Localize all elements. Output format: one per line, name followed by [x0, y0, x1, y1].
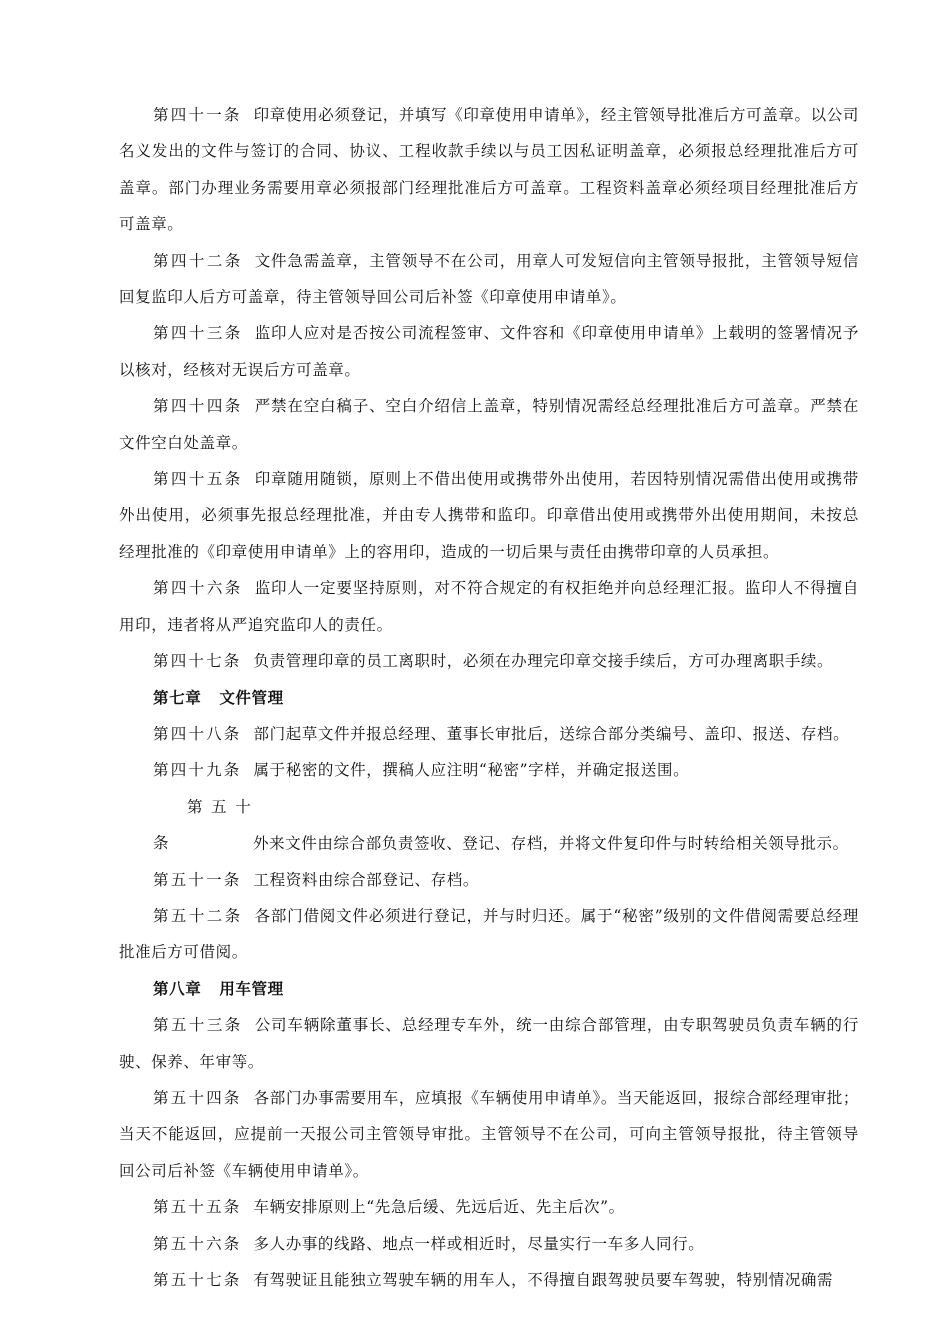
article-text: 各部门借阅文件必须进行登记，并与时归还。属于“秘密”级别的文件借阅需要总经理批准后方可借阅。	[119, 906, 859, 962]
article-number: 第四十五条	[153, 470, 243, 489]
chapter-number: 第八章	[153, 978, 202, 998]
article-paragraph	[119, 716, 859, 752]
document-body	[119, 97, 859, 1298]
chapter-heading	[119, 680, 859, 716]
article-number: 第四十四条	[153, 397, 243, 416]
article-text: 多人办事的线路、地点一样或相近时，尽量实行一车多人同行。	[253, 1234, 705, 1253]
article-paragraph	[119, 1080, 859, 1189]
chapter-title: 文件管理	[219, 687, 284, 707]
article-paragraph	[119, 1189, 859, 1225]
article-number: 第四十六条	[153, 579, 243, 598]
article-number: 第四十三条	[153, 324, 243, 343]
article-text: 各部门办事需要用车，应填报《车辆使用申请单》。当天能返回，报综合部经理审批；当天不能返回，应提前一天报公司主管领导审批。主管领导不在公司，可向主管领导报批，待主管领导回公司后补签《车辆使用申请单》。	[119, 1088, 859, 1180]
article-text: 有驾驶证且能独立驾驶车辆的用车人，不得擅自跟驾驶员要车驾驶，特别情况确需	[253, 1271, 834, 1289]
article-paragraph	[119, 1262, 859, 1298]
article-paragraph	[119, 862, 859, 898]
article-number: 第四十八条	[153, 724, 242, 743]
chapter-heading	[119, 971, 859, 1007]
article-number: 第四十七条	[153, 652, 242, 671]
article-paragraph	[119, 315, 859, 388]
article-paragraph	[119, 461, 859, 570]
article-paragraph	[119, 643, 859, 679]
article-text: 印章使用必须登记，并填写《印章使用申请单》，经主管领导批准后方可盖章。以公司名义发出的文件与签订的合同、协议、工程收款手续以与员工因私证明盖章，必须报总经理批准后方可盖章。部门办理业务需要用章必须报部门经理批准后方可盖章。工程资料盖章必须经项目经理批准后方可盖章。	[119, 106, 859, 234]
article-text: 印章随用随锁，原则上不借出使用或携带外出使用，若因特别情况需借出使用或携带外出使用，必须事先报总经理批准，并由专人携带和监印。印章借出使用或携带外出使用期间，未按总经理批准的《印章使用申请单》上的容用印，造成的一切后果与责任由携带印章的人员承担。	[119, 470, 859, 561]
article-text: 车辆安排原则上“先急后缓、先远后近、先主后次”。	[253, 1198, 625, 1217]
article-text: 工程资料由综合部登记、存档。	[253, 870, 479, 889]
article-number: 第四十九条	[153, 761, 242, 780]
article-number: 第五十六条	[153, 1234, 242, 1253]
article-text: 严禁在空白稿子、空白介绍信上盖章，特别情况需经总经理批准后方可盖章。严禁在文件空白处盖章。	[119, 397, 859, 452]
article-text: 负责管理印章的员工离职时，必须在办理完印章交接手续后，方可办理离职手续。	[253, 652, 834, 671]
article-text: 外来文件由综合部负责签收、登记、存档，并将文件复印件与时转给相关领导批示。	[253, 834, 849, 853]
article-paragraph	[119, 570, 859, 643]
article-text: 监印人一定要坚持原则，对不符合规定的有权拒绝并向总经理汇报。监印人不得擅自用印，违者将从严追究监印人的责任。	[119, 579, 859, 634]
article-paragraph	[119, 898, 859, 971]
chapter-number: 第七章	[153, 687, 202, 707]
article-number: 第五十二条	[153, 906, 243, 925]
article-paragraph	[119, 1226, 859, 1262]
article-number: 第五十四条	[153, 1088, 242, 1107]
article-number: 第四十二条	[153, 251, 243, 270]
article-text: 属于秘密的文件，撰稿人应注明“秘密”字样，并确定报送围。	[253, 761, 690, 780]
article-text: 公司车辆除董事长、总经理专车外，统一由综合部管理，由专职驾驶员负责车辆的行驶、保养、年审等。	[119, 1016, 859, 1071]
article-paragraph	[119, 752, 859, 788]
article-text: 文件急需盖章，主管领导不在公司，用章人可发短信向主管领导报批，主管领导短信回复监印人后方可盖章，待主管领导回公司后补签《印章使用申请单》。	[119, 251, 859, 307]
article-paragraph	[119, 388, 859, 461]
article-paragraph	[119, 789, 859, 862]
chapter-title: 用车管理	[219, 978, 284, 998]
article-number: 第五十条	[153, 797, 253, 853]
article-number: 第五十五条	[153, 1198, 242, 1217]
article-paragraph	[119, 1007, 859, 1080]
article-number: 第五十一条	[153, 870, 242, 889]
article-paragraph	[119, 97, 859, 243]
article-number: 第五十七条	[153, 1271, 242, 1289]
article-paragraph	[119, 243, 859, 316]
article-number: 第五十三条	[153, 1016, 243, 1035]
article-number: 第四十一条	[153, 106, 242, 124]
article-text: 部门起草文件并报总经理、董事长审批后，送综合部分类编号、盖印、报送、存档。	[253, 724, 850, 743]
article-text: 监印人应对是否按公司流程签审、文件容和《印章使用申请单》上载明的签署情况予以核对，经核对无误后方可盖章。	[119, 324, 859, 379]
